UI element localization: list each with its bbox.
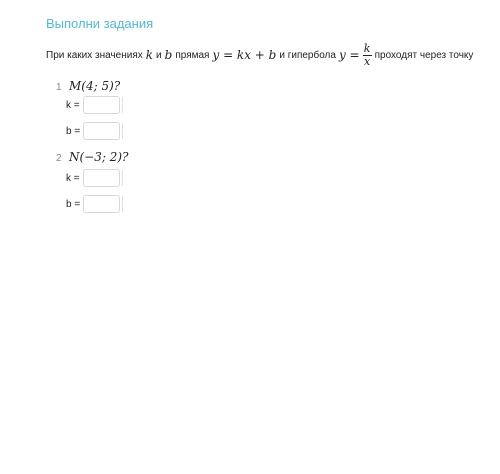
- fraction-numerator: k: [363, 41, 371, 55]
- item-point: M(4; 5)?: [69, 79, 121, 93]
- hyperbola-fraction: [363, 43, 372, 68]
- b-label: b =: [66, 198, 81, 210]
- item-number: 1: [56, 82, 62, 93]
- fraction-denominator: x: [364, 54, 371, 68]
- b-label: b =: [66, 125, 81, 137]
- item-1-b-field: [66, 122, 123, 140]
- k-input[interactable]: [83, 96, 120, 114]
- task-text-hyperbola: и гипербола: [279, 49, 336, 61]
- item-point: N(−3; 2)?: [69, 150, 129, 164]
- k-label: k =: [66, 172, 80, 184]
- task-text-before: При каких значениях: [46, 49, 143, 61]
- var-b: b: [164, 48, 173, 62]
- item-2-b-field: [66, 195, 123, 213]
- var-k: k: [145, 48, 154, 62]
- task-text-after: проходят через точку: [374, 49, 474, 61]
- hyperbola-lhs: y =: [338, 48, 360, 62]
- item-number: 2: [56, 153, 62, 164]
- page-title: Выполни задания: [46, 16, 154, 31]
- item-1-k-field: [66, 96, 123, 114]
- input-resize-handle: [122, 170, 123, 186]
- input-resize-handle: [122, 97, 123, 113]
- input-resize-handle: [122, 123, 123, 139]
- b-input[interactable]: [83, 195, 120, 213]
- task-statement: [46, 40, 473, 70]
- item-2-k-field: [66, 169, 123, 187]
- line-equation: y = kx + b: [212, 48, 277, 62]
- input-resize-handle: [122, 196, 123, 212]
- b-input[interactable]: [83, 122, 120, 140]
- task-text-line: прямая: [175, 49, 210, 61]
- k-input[interactable]: [83, 169, 120, 187]
- task-text-and: и: [156, 49, 162, 61]
- k-label: k =: [66, 99, 80, 111]
